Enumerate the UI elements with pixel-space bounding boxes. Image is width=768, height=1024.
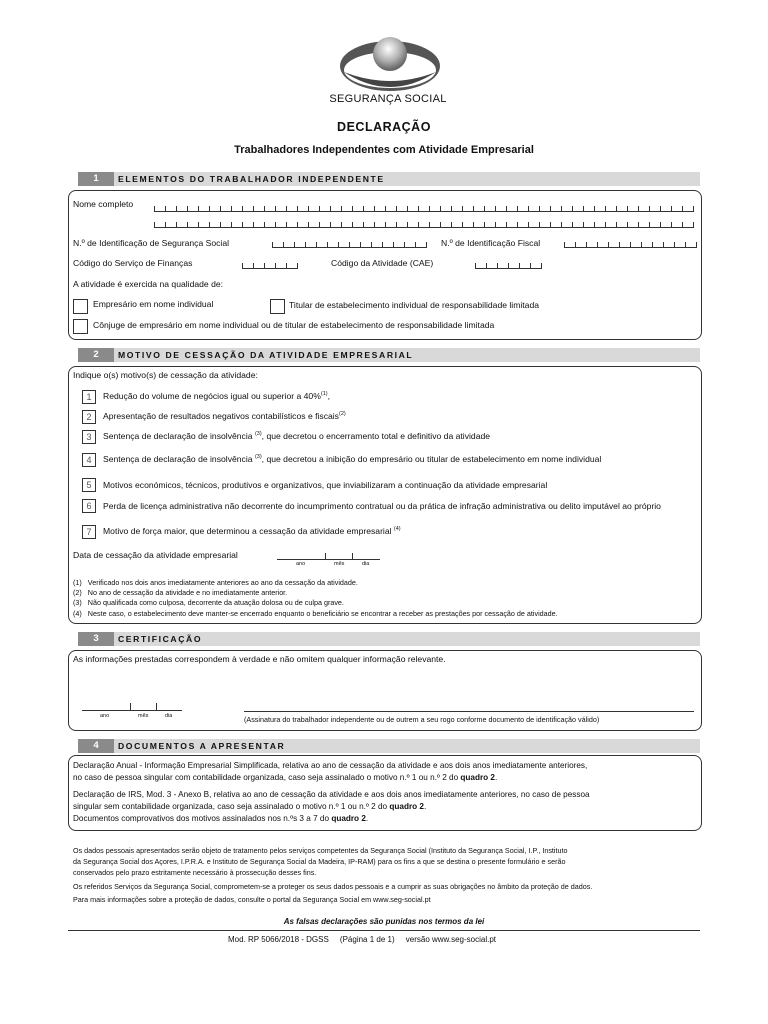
- section-number: 1: [78, 172, 114, 186]
- footer-divider: [68, 930, 700, 931]
- cae-label: Código da Atividade (CAE): [331, 258, 434, 268]
- motive-7-checkbox[interactable]: 7: [82, 525, 96, 539]
- data-cessacao-label: Data de cessação da atividade empresarial: [73, 550, 238, 560]
- motive-1-checkbox[interactable]: 1: [82, 390, 96, 404]
- doc-comprovativos: Documentos comprovativos dos motivos assinalados nos n.ºs 3 a 7 do quadro 2.: [73, 814, 369, 823]
- date-separator: [130, 703, 131, 711]
- checkbox-conjuge[interactable]: [73, 319, 88, 334]
- motive-6-checkbox[interactable]: 6: [82, 499, 96, 513]
- date-ano-label: ano: [296, 561, 306, 567]
- checkbox-titular-eirl[interactable]: [270, 299, 285, 314]
- privacy-text-1: Os dados pessoais apresentados serão objeto de tratamento pelos serviços competentes da Segurança Social (Instituto da Segurança Social, I.P., Instituto: [73, 846, 568, 855]
- niss-field[interactable]: [272, 237, 427, 248]
- section-number: 2: [78, 348, 114, 362]
- motive-5-label: Motivos económicos, técnicos, produtivos e organizativos, que inviabilizaram a continuação da atividade empresarial: [103, 480, 548, 490]
- doc-irs-line-2: singular sem contabilidade organizada, caso seja assinalado o motivo n.º 1 ou n.º 2 do quadro 2.: [73, 802, 427, 811]
- section-number: 3: [78, 632, 114, 646]
- page-title: DECLARAÇÃO: [337, 120, 431, 134]
- privacy-text-2: da Segurança Social dos Açores, I.P.R.A. e Instituto de Segurança Social da Madeira, IP-RAM) para os fins a que se destina o presente formulário e serão: [73, 857, 566, 866]
- nome-field-line-1[interactable]: [154, 201, 694, 212]
- section-title: MOTIVO DE CESSAÇÃO DA ATIVIDADE EMPRESARIAL: [118, 350, 414, 360]
- motive-3-checkbox[interactable]: 3: [82, 430, 96, 444]
- date-dia-label: dia: [165, 713, 173, 719]
- doc-irs-line-1: Declaração de IRS, Mod. 3 - Anexo B, relativa ao ano de cessação da atividade e aos dois anos imediatamente anteriores, no caso de pessoa: [73, 790, 590, 799]
- date-separator: [325, 553, 326, 560]
- section-2-header: [78, 348, 700, 362]
- opt-empresario-label: Empresário em nome individual: [93, 299, 214, 309]
- certificacao-text: As informações prestadas correspondem à verdade e não omitem qualquer informação relevante.: [73, 654, 446, 664]
- doc-ies-line-1: Declaração Anual - Informação Empresarial Simplificada, relativa ao ano de cessação da atividade e aos dois anos imediatamente anteriores,: [73, 761, 588, 770]
- section-3-header: [78, 632, 700, 646]
- footnote-4: (4) Neste caso, o estabelecimento deve manter-se encerrado enquanto o beneficiário se encontrar a receber as prestações por cessação de atividade.: [73, 609, 558, 618]
- date-separator: [156, 703, 157, 711]
- motive-3-label: Sentença de declaração de insolvência $^{(3)}$, que decretou o encerramento total e definitivo da atividade: [103, 431, 491, 441]
- footnote-1: (1) Verificado nos dois anos imediatamente anteriores ao ano da cessação da atividade.: [73, 578, 358, 587]
- privacy-text-3: conservados pelo prazo estritamente necessário à prossecução desses fins.: [73, 868, 317, 877]
- footer-model-line: Mod. RP 5066/2018 - DGSS (Página 1 de 1) versão www.seg-social.pt: [228, 935, 497, 944]
- section-title: CERTIFICAÇÃO: [118, 634, 203, 644]
- nome-label: Nome completo: [73, 199, 134, 209]
- date-separator: [352, 553, 353, 560]
- motivos-intro: Indique o(s) motivo(s) de cessação da atividade:: [73, 370, 258, 380]
- motive-6-label: Perda de licença administrativa não decorrente do incumprimento contratual ou da prática de infração administrativa ou delito imputável ao próprio: [103, 501, 661, 511]
- footnote-2: (2) No ano de cessação da atividade e no imediatamente anterior.: [73, 588, 288, 597]
- cae-field[interactable]: [475, 258, 542, 269]
- section-title: ELEMENTOS DO TRABALHADOR INDEPENDENTE: [118, 174, 385, 184]
- section-title: DOCUMENTOS A APRESENTAR: [118, 741, 286, 751]
- footnote-3: (3) Não qualificada como culposa, decorrente da atuação dolosa ou de culpa grave.: [73, 598, 344, 607]
- motive-5-checkbox[interactable]: 5: [82, 478, 96, 492]
- seguranca-social-logo: [338, 32, 442, 100]
- nif-field[interactable]: [564, 237, 697, 248]
- page-subtitle: Trabalhadores Independentes com Atividade Empresarial: [234, 144, 534, 156]
- motive-1-label: Redução do volume de negócios igual ou superior a 40%$^{(1)}$,: [103, 391, 330, 401]
- org-name: SEGURANÇA SOCIAL: [329, 93, 447, 105]
- date-dia-label: dia: [362, 561, 370, 567]
- section-number: 4: [78, 739, 114, 753]
- motive-2-label: Apresentação de resultados negativos contabilísticos e fiscais$^{(2)}$: [103, 411, 346, 421]
- doc-ies-line-2: no caso de pessoa singular com contabilidade organizada, caso seja assinalado o motivo n.º 1 ou n.º 2 do quadro 2.: [73, 773, 498, 782]
- opt-titular-label: Titular de estabelecimento individual de responsabilidade limitada: [289, 300, 540, 310]
- niss-label: N.º de Identificação de Segurança Social: [73, 238, 230, 248]
- motive-2-checkbox[interactable]: 2: [82, 410, 96, 424]
- opt-conjuge-label: Cônjuge de empresário em nome individual ou de titular de estabelecimento de responsabilidade limitada: [93, 320, 495, 330]
- qualidade-label: A atividade é exercida na qualidade de:: [73, 279, 224, 289]
- signature-caption: (Assinatura do trabalhador independente ou de outrem a seu rogo conforme documento de identificação válido): [244, 715, 600, 724]
- nome-field-line-2[interactable]: [154, 217, 694, 228]
- motive-4-label: Sentença de declaração de insolvência $^{(3)}$, que decretou a inibição do empresário ou titular de estabelecimento em nome individual: [103, 454, 602, 464]
- certificacao-date-field[interactable]: [82, 710, 182, 711]
- section-4-header: [78, 739, 700, 753]
- checkbox-empresario[interactable]: [73, 299, 88, 314]
- section-1-header: [78, 172, 700, 186]
- false-declarations-warning: As falsas declarações são punidas nos termos da lei: [283, 917, 485, 926]
- nif-label: N.º de Identificação Fiscal: [441, 238, 541, 248]
- date-mes-label: mês: [334, 561, 345, 567]
- date-ano-label: ano: [100, 713, 110, 719]
- servico-financas-label: Código do Serviço de Finanças: [73, 258, 193, 268]
- signature-field[interactable]: [244, 711, 694, 712]
- motive-4-checkbox[interactable]: 4: [82, 453, 96, 467]
- data-cessacao-field[interactable]: [277, 559, 380, 560]
- servico-financas-field[interactable]: [242, 258, 298, 269]
- privacy-text-5: Para mais informações sobre a proteção de dados, consulte o portal da Segurança Social em www.seg-social.pt: [73, 895, 431, 904]
- privacy-text-4: Os referidos Serviços da Segurança Social, comprometem-se a proteger os seus dados pessoais e a cumprir as suas obrigações no âmbito da proteção de dados.: [73, 882, 593, 891]
- date-mes-label: mês: [138, 713, 149, 719]
- motive-7-label: Motivo de força maior, que determinou a cessação da atividade empresarial $^{(4)}$: [103, 526, 401, 536]
